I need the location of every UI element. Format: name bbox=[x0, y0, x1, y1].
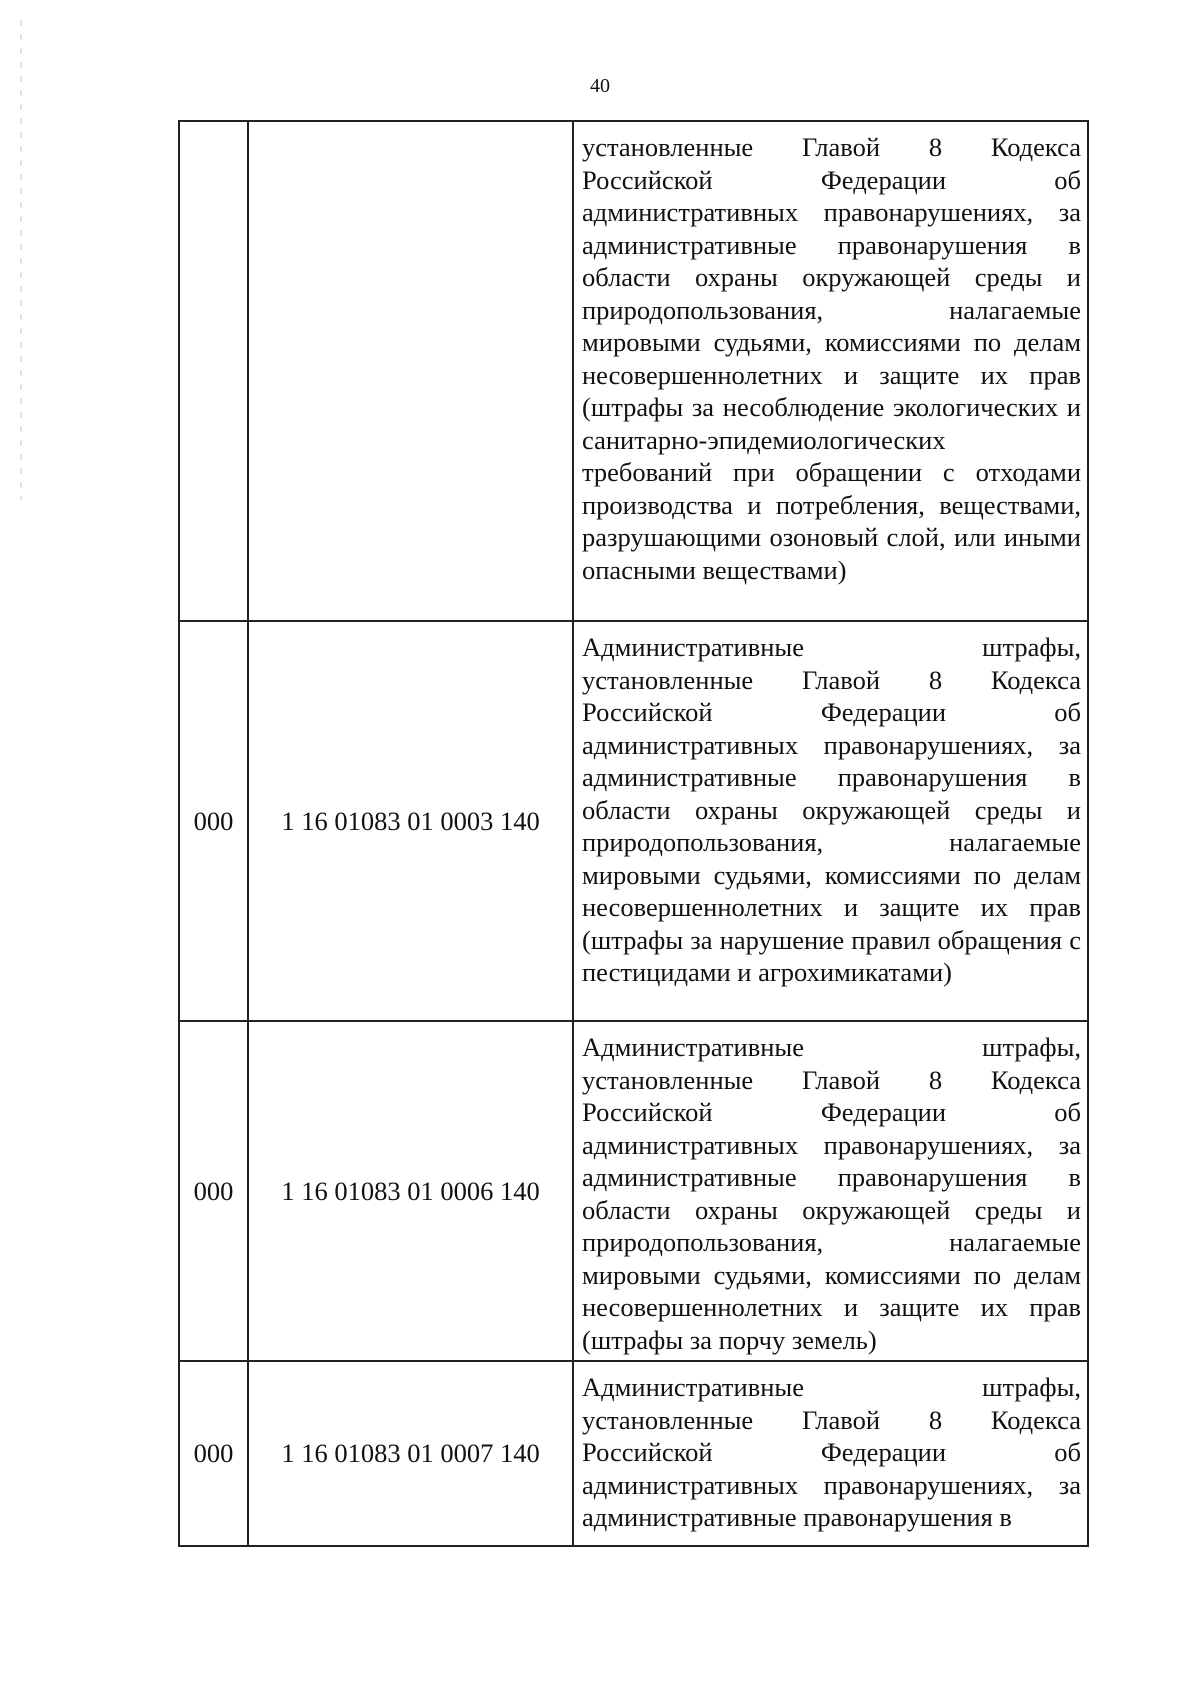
description-text: Административные штрафы, установленные Главой 8 Кодекса Российской Федерации об административных правонарушениях, за административные правонарушения в области охраны окружающей среды и природопользования, налагаемые мировыми судьями, комиссиями по делам несовершеннолетних и защите их прав (штрафы за порчу земель) bbox=[582, 1032, 1081, 1355]
description-text: Административные штрафы, установленные Главой 8 Кодекса Российской Федерации об административных правонарушениях, за административные правонарушения в bbox=[582, 1372, 1081, 1532]
description-cell bbox=[573, 1021, 1088, 1361]
admin-code-cell: 000 bbox=[179, 621, 248, 1021]
admin-code-cell bbox=[179, 121, 248, 621]
description-cell bbox=[573, 1361, 1088, 1546]
kbk-code-cell: 1 16 01083 01 0003 140 bbox=[248, 621, 573, 1021]
table-row bbox=[179, 621, 1088, 1021]
table-row bbox=[179, 1021, 1088, 1361]
description-text: установленные Главой 8 Кодекса Российской Федерации об административных правонарушениях, за административные правонарушения в области охраны окружающей среды и природопользования, налагаемые мировыми судьями, комиссиями по делам несовершеннолетних и защите их прав (штрафы за несоблюдение экологических и санитарно-эпидемиологических требований при обращении с отходами производства и потребления, веществами, разрушающими озоновый слой, или иными опасными веществами) bbox=[582, 132, 1081, 585]
table-row bbox=[179, 1361, 1088, 1546]
kbk-code-cell bbox=[248, 121, 573, 621]
kbk-code-cell: 1 16 01083 01 0006 140 bbox=[248, 1021, 573, 1361]
table-row bbox=[179, 121, 1088, 621]
page-number: 40 bbox=[590, 75, 610, 97]
admin-code-cell: 000 bbox=[179, 1021, 248, 1361]
description-cell bbox=[573, 621, 1088, 1021]
kbk-code-cell: 1 16 01083 01 0007 140 bbox=[248, 1361, 573, 1546]
budget-classification-table bbox=[178, 120, 1089, 1547]
description-text: Административные штрафы, установленные Главой 8 Кодекса Российской Федерации об административных правонарушениях, за административные правонарушения в области охраны окружающей среды и природопользования, налагаемые мировыми судьями, комиссиями по делам несовершеннолетних и защите их прав (штрафы за нарушение правил обращения с пестицидами и агрохимикатами) bbox=[582, 632, 1081, 987]
admin-code-cell: 000 bbox=[179, 1361, 248, 1546]
description-cell bbox=[573, 121, 1088, 621]
